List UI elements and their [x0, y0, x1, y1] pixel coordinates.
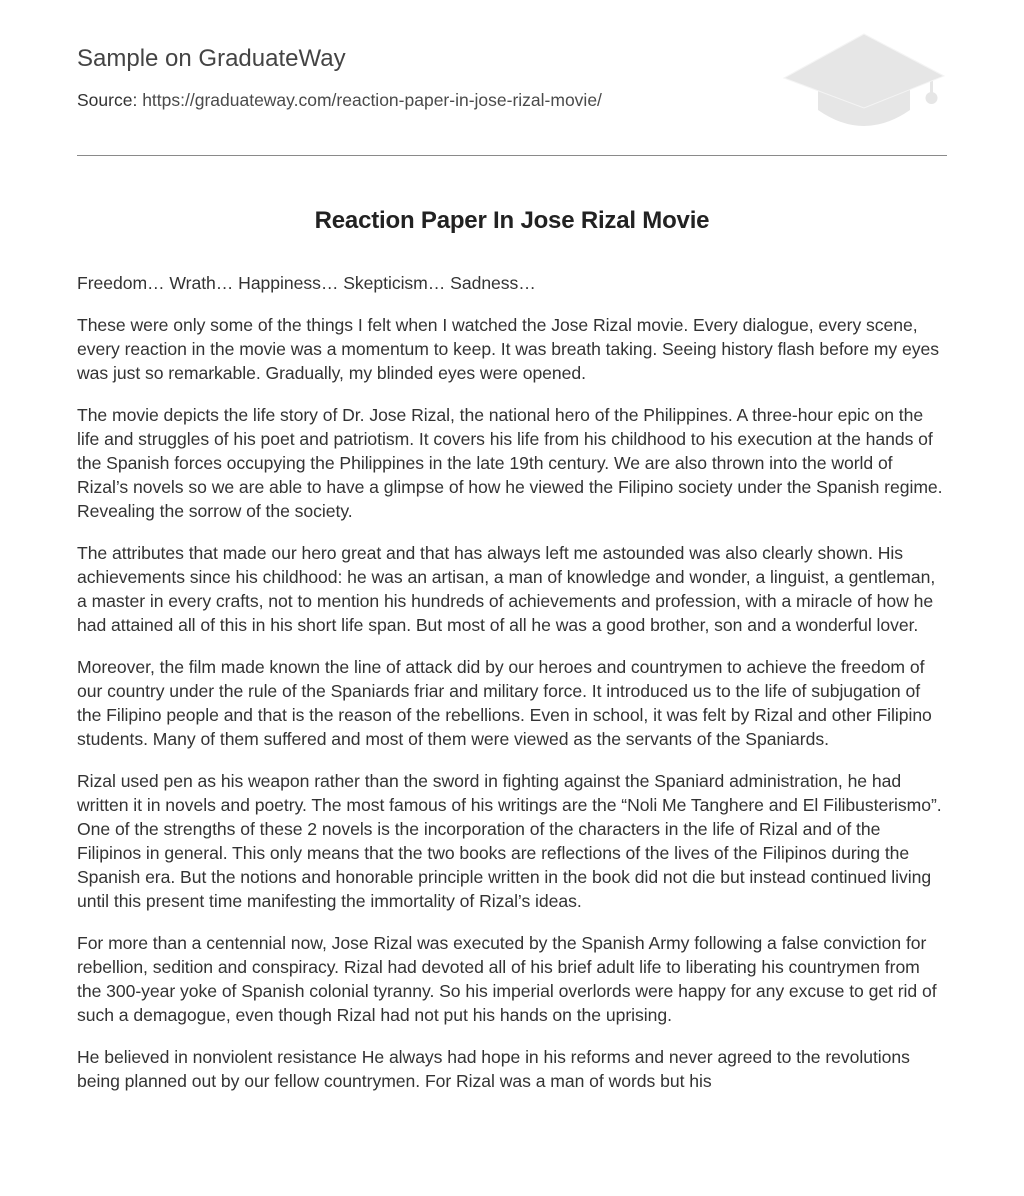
paragraph: The attributes that made our hero great and that has always left me astounded was also clearly shown. His achievements since his childhood: he was an artisan, a man of knowledge and wonder, a linguist, a gentleman, a master in every crafts, not to mention his hundreds of achievements and profession, with a miracle of how he had attained all of this in his short life span. But most of all he was a good brother, son and a wonderful lover. — [77, 543, 936, 635]
source-label: Source: — [77, 90, 138, 110]
paragraph: The movie depicts the life story of Dr. Jose Rizal, the national hero of the Philippines. A three-hour epic on the life and struggles of his poet and patriotism. It covers his life from his childhood to his execution at the hands of the Spanish forces occupying the Philippines in the late 19th century. We are also thrown into the world of Rizal’s novels so we are able to have a glimpse of how he viewed the Filipino society under the Spanish regime. Revealing the sorrow of the society. — [77, 405, 943, 521]
paragraph: These were only some of the things I felt when I watched the Jose Rizal movie. Every dialogue, every scene, every reaction in the movie was a momentum to keep. It was breath taking. Seeing history flash before my eyes was just so remarkable. Gradually, my blinded eyes were opened. — [77, 315, 939, 383]
site-title: Sample on GraduateWay — [77, 45, 346, 72]
paragraph: For more than a centennial now, Jose Rizal was executed by the Spanish Army following a false conviction for rebellion, sedition and conspiracy. Rizal had devoted all of his brief adult life to liberating his countrymen from the 300-year yoke of Spanish colonial tyranny. So his imperial overlords were happy for any excuse to get rid of such a demagogue, even though Rizal had not put his hands on the uprising. — [77, 933, 937, 1025]
header — [77, 0, 947, 156]
paragraph: Freedom… Wrath… Happiness… Skepticism… Sadness… — [77, 273, 536, 293]
paragraph: He believed in nonviolent resistance He always had hope in his reforms and never agreed to the revolutions being planned out by our fellow countrymen. For Rizal was a man of words but his — [77, 1047, 910, 1091]
article-body — [77, 271, 947, 1093]
paragraph: Rizal used pen as his weapon rather than the sword in fighting against the Spaniard administration, he had written it in novels and poetry. The most famous of his writings are the “Noli Me Tanghere and El Filibusterismo”. One of the strengths of these 2 novels is the incorporation of the characters in the life of Rizal and of the Filipinos in general. This only means that the two books are reflections of the lives of the Filipinos during the Spanish era. But the notions and honorable principle written in the book did not die but instead continued living until this present time manifesting the immortality of Rizal’s ideas. — [77, 771, 942, 911]
document-title: Reaction Paper In Jose Rizal Movie — [314, 207, 710, 234]
paragraph: Moreover, the film made known the line of attack did by our heroes and countrymen to achieve the freedom of our country under the rule of the Spaniards friar and military force. It introduced us to the life of subjugation of the Filipino people and that is the reason of the rebellions. Even in school, it was felt by Rizal and other Filipino students. Many of them suffered and most of them were viewed as the servants of the Spaniards. — [77, 657, 932, 749]
graduation-cap-icon — [780, 30, 948, 134]
page — [77, 0, 947, 1111]
source-line — [77, 89, 602, 111]
source-link[interactable]: https://graduateway.com/reaction-paper-in-jose-rizal-movie/ — [142, 90, 602, 110]
